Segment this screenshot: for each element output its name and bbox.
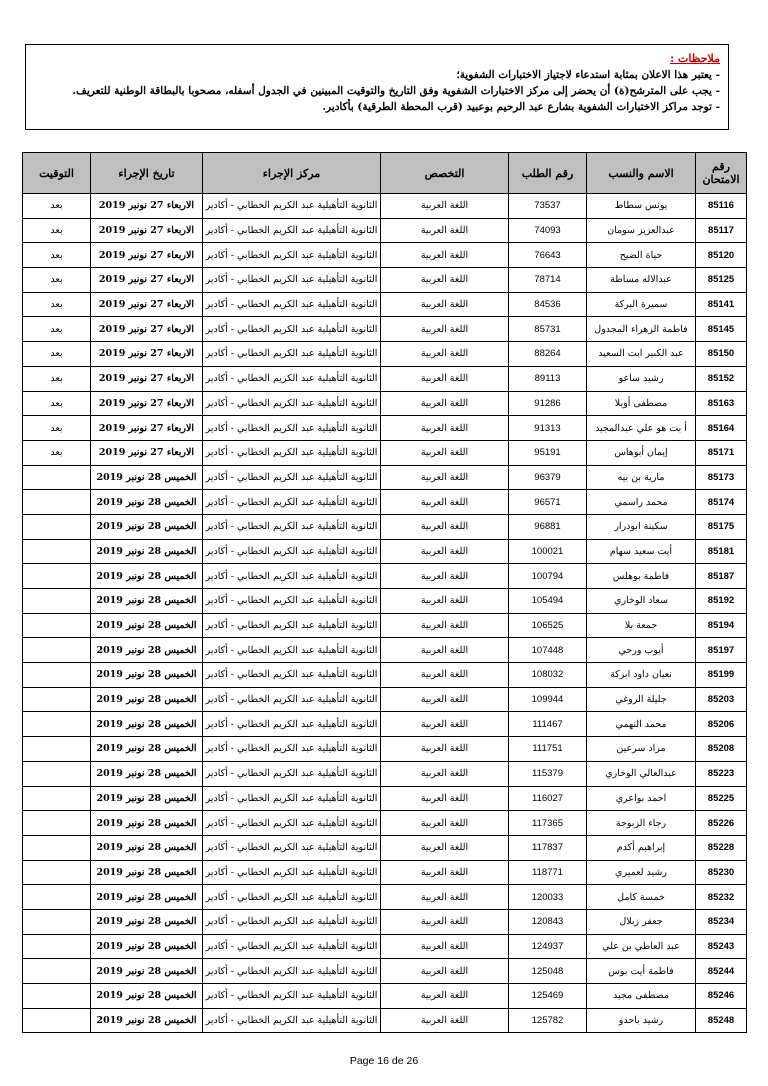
time-cell: بعد bbox=[23, 218, 91, 243]
header-center: مركز الإجراء bbox=[203, 153, 381, 194]
time-cell bbox=[23, 984, 91, 1009]
exam-number-cell: 85192 bbox=[696, 589, 747, 614]
table-row bbox=[23, 1008, 747, 1033]
application-number-cell: 125469 bbox=[509, 984, 587, 1009]
table-row bbox=[23, 638, 747, 663]
application-number-cell: 109944 bbox=[509, 687, 587, 712]
center-cell: الثانوية التأهيلية عبد الكريم الخطابي - أكادير bbox=[203, 391, 381, 416]
date-cell: الاربعاء 27 نونبر 2019 bbox=[91, 243, 203, 268]
specialty-cell: اللغة العربية bbox=[381, 761, 509, 786]
date-cell: الخميس 28 نونبر 2019 bbox=[91, 835, 203, 860]
date-cell: الخميس 28 نونبر 2019 bbox=[91, 885, 203, 910]
date-cell: الاربعاء 27 نونبر 2019 bbox=[91, 194, 203, 219]
date-cell: الاربعاء 27 نونبر 2019 bbox=[91, 317, 203, 342]
specialty-cell: اللغة العربية bbox=[381, 342, 509, 367]
table-row bbox=[23, 811, 747, 836]
table-row bbox=[23, 663, 747, 688]
application-number-cell: 84536 bbox=[509, 292, 587, 317]
table-row bbox=[23, 366, 747, 391]
time-cell bbox=[23, 687, 91, 712]
exam-number-cell: 85203 bbox=[696, 687, 747, 712]
exam-number-cell: 85228 bbox=[696, 835, 747, 860]
time-cell: بعد bbox=[23, 194, 91, 219]
name-cell: سميرة البركة bbox=[587, 292, 696, 317]
table-row bbox=[23, 465, 747, 490]
table-row bbox=[23, 761, 747, 786]
date-cell: الاربعاء 27 نونبر 2019 bbox=[91, 342, 203, 367]
name-cell: عبد الكبير ابت السعيد bbox=[587, 342, 696, 367]
application-number-cell: 96881 bbox=[509, 514, 587, 539]
time-cell bbox=[23, 909, 91, 934]
specialty-cell: اللغة العربية bbox=[381, 416, 509, 441]
time-cell: بعد bbox=[23, 416, 91, 441]
name-cell: فاطمة الزهراء المجدول bbox=[587, 317, 696, 342]
exam-number-cell: 85194 bbox=[696, 613, 747, 638]
time-cell: بعد bbox=[23, 243, 91, 268]
center-cell: الثانوية التأهيلية عبد الكريم الخطابي - أكادير bbox=[203, 934, 381, 959]
application-number-cell: 88264 bbox=[509, 342, 587, 367]
name-cell: فاطمة بوهلس bbox=[587, 564, 696, 589]
application-number-cell: 89113 bbox=[509, 366, 587, 391]
time-cell bbox=[23, 663, 91, 688]
exam-number-cell: 85243 bbox=[696, 934, 747, 959]
table-row bbox=[23, 687, 747, 712]
name-cell: عبدالاله مساطة bbox=[587, 268, 696, 293]
name-cell: رجاء الزبوجة bbox=[587, 811, 696, 836]
table-row bbox=[23, 243, 747, 268]
table-header-row bbox=[23, 153, 747, 194]
header-time: التوقيت bbox=[23, 153, 91, 194]
name-cell: أيوب ورحي bbox=[587, 638, 696, 663]
exam-number-cell: 85175 bbox=[696, 514, 747, 539]
date-cell: الخميس 28 نونبر 2019 bbox=[91, 786, 203, 811]
specialty-cell: اللغة العربية bbox=[381, 490, 509, 515]
center-cell: الثانوية التأهيلية عبد الكريم الخطابي - أكادير bbox=[203, 737, 381, 762]
exam-number-cell: 85223 bbox=[696, 761, 747, 786]
header-date: تاريخ الإجراء bbox=[91, 153, 203, 194]
application-number-cell: 100794 bbox=[509, 564, 587, 589]
date-cell: الخميس 28 نونبر 2019 bbox=[91, 687, 203, 712]
application-number-cell: 117837 bbox=[509, 835, 587, 860]
specialty-cell: اللغة العربية bbox=[381, 860, 509, 885]
application-number-cell: 106525 bbox=[509, 613, 587, 638]
exam-number-cell: 85234 bbox=[696, 909, 747, 934]
center-cell: الثانوية التأهيلية عبد الكريم الخطابي - أكادير bbox=[203, 194, 381, 219]
date-cell: الاربعاء 27 نونبر 2019 bbox=[91, 391, 203, 416]
specialty-cell: اللغة العربية bbox=[381, 811, 509, 836]
specialty-cell: اللغة العربية bbox=[381, 292, 509, 317]
specialty-cell: اللغة العربية bbox=[381, 243, 509, 268]
name-cell: إيمان أبوهاس bbox=[587, 440, 696, 465]
application-number-cell: 76643 bbox=[509, 243, 587, 268]
specialty-cell: اللغة العربية bbox=[381, 366, 509, 391]
specialty-cell: اللغة العربية bbox=[381, 589, 509, 614]
application-number-cell: 85731 bbox=[509, 317, 587, 342]
name-cell: رشيد باحدو bbox=[587, 1008, 696, 1033]
table-body bbox=[23, 194, 747, 1033]
date-cell: الخميس 28 نونبر 2019 bbox=[91, 564, 203, 589]
application-number-cell: 115379 bbox=[509, 761, 587, 786]
center-cell: الثانوية التأهيلية عبد الكريم الخطابي - أكادير bbox=[203, 613, 381, 638]
center-cell: الثانوية التأهيلية عبد الكريم الخطابي - أكادير bbox=[203, 984, 381, 1009]
application-number-cell: 100021 bbox=[509, 539, 587, 564]
specialty-cell: اللغة العربية bbox=[381, 835, 509, 860]
exam-number-cell: 85226 bbox=[696, 811, 747, 836]
table-row bbox=[23, 835, 747, 860]
application-number-cell: 117365 bbox=[509, 811, 587, 836]
specialty-cell: اللغة العربية bbox=[381, 984, 509, 1009]
exam-number-cell: 85232 bbox=[696, 885, 747, 910]
exam-number-cell: 85164 bbox=[696, 416, 747, 441]
specialty-cell: اللغة العربية bbox=[381, 638, 509, 663]
table-row bbox=[23, 218, 747, 243]
center-cell: الثانوية التأهيلية عبد الكريم الخطابي - أكادير bbox=[203, 465, 381, 490]
table-row bbox=[23, 909, 747, 934]
center-cell: الثانوية التأهيلية عبد الكريم الخطابي - أكادير bbox=[203, 440, 381, 465]
application-number-cell: 105494 bbox=[509, 589, 587, 614]
name-cell: محمد راسمي bbox=[587, 490, 696, 515]
name-cell: مارية بن بيه bbox=[587, 465, 696, 490]
specialty-cell: اللغة العربية bbox=[381, 934, 509, 959]
time-cell bbox=[23, 761, 91, 786]
table-row bbox=[23, 737, 747, 762]
date-cell: الخميس 28 نونبر 2019 bbox=[91, 712, 203, 737]
application-number-cell: 116027 bbox=[509, 786, 587, 811]
date-cell: الخميس 28 نونبر 2019 bbox=[91, 589, 203, 614]
exam-number-cell: 85225 bbox=[696, 786, 747, 811]
time-cell bbox=[23, 514, 91, 539]
specialty-cell: اللغة العربية bbox=[381, 539, 509, 564]
name-cell: حياة الضيح bbox=[587, 243, 696, 268]
results-table bbox=[22, 152, 747, 1033]
exam-number-cell: 85150 bbox=[696, 342, 747, 367]
date-cell: الاربعاء 27 نونبر 2019 bbox=[91, 366, 203, 391]
table-row bbox=[23, 539, 747, 564]
date-cell: الخميس 28 نونبر 2019 bbox=[91, 465, 203, 490]
table-row bbox=[23, 194, 747, 219]
center-cell: الثانوية التأهيلية عبد الكريم الخطابي - أكادير bbox=[203, 218, 381, 243]
time-cell bbox=[23, 737, 91, 762]
date-cell: الخميس 28 نونبر 2019 bbox=[91, 860, 203, 885]
date-cell: الاربعاء 27 نونبر 2019 bbox=[91, 440, 203, 465]
exam-number-cell: 85141 bbox=[696, 292, 747, 317]
center-cell: الثانوية التأهيلية عبد الكريم الخطابي - أكادير bbox=[203, 243, 381, 268]
specialty-cell: اللغة العربية bbox=[381, 391, 509, 416]
date-cell: الخميس 28 نونبر 2019 bbox=[91, 613, 203, 638]
center-cell: الثانوية التأهيلية عبد الكريم الخطابي - أكادير bbox=[203, 811, 381, 836]
center-cell: الثانوية التأهيلية عبد الكريم الخطابي - أكادير bbox=[203, 835, 381, 860]
specialty-cell: اللغة العربية bbox=[381, 194, 509, 219]
note-line: - يجب على المترشح(ة) أن يحضر إلى مركز الاختبارات الشفوية وفق التاريخ والتوقيت المبينين في الجدول أسفله، مصحوبا بالبطاقة الوطنية للتعريف. bbox=[72, 85, 720, 97]
specialty-cell: اللغة العربية bbox=[381, 737, 509, 762]
exam-number-cell: 85244 bbox=[696, 959, 747, 984]
application-number-cell: 95191 bbox=[509, 440, 587, 465]
application-number-cell: 111751 bbox=[509, 737, 587, 762]
name-cell: عبدالعزيز سومان bbox=[587, 218, 696, 243]
table-row bbox=[23, 959, 747, 984]
note-line: - توجد مراكز الاختبارات الشفوية بشارع عبد الرحيم بوعبيد (قرب المحطة الطرقية) بأكادير. bbox=[322, 101, 720, 113]
time-cell: بعد bbox=[23, 342, 91, 367]
specialty-cell: اللغة العربية bbox=[381, 885, 509, 910]
table-row bbox=[23, 564, 747, 589]
time-cell bbox=[23, 885, 91, 910]
name-cell: نعيان داود ابركة bbox=[587, 663, 696, 688]
table-row bbox=[23, 292, 747, 317]
time-cell bbox=[23, 490, 91, 515]
time-cell: بعد bbox=[23, 268, 91, 293]
specialty-cell: اللغة العربية bbox=[381, 317, 509, 342]
specialty-cell: اللغة العربية bbox=[381, 663, 509, 688]
name-cell: مصطفى أوبلا bbox=[587, 391, 696, 416]
date-cell: الخميس 28 نونبر 2019 bbox=[91, 984, 203, 1009]
date-cell: الخميس 28 نونبر 2019 bbox=[91, 811, 203, 836]
exam-number-cell: 85174 bbox=[696, 490, 747, 515]
specialty-cell: اللغة العربية bbox=[381, 959, 509, 984]
center-cell: الثانوية التأهيلية عبد الكريم الخطابي - أكادير bbox=[203, 885, 381, 910]
time-cell bbox=[23, 638, 91, 663]
exam-number-cell: 85206 bbox=[696, 712, 747, 737]
time-cell bbox=[23, 465, 91, 490]
application-number-cell: 96571 bbox=[509, 490, 587, 515]
exam-number-cell: 85125 bbox=[696, 268, 747, 293]
center-cell: الثانوية التأهيلية عبد الكريم الخطابي - أكادير bbox=[203, 268, 381, 293]
center-cell: الثانوية التأهيلية عبد الكريم الخطابي - أكادير bbox=[203, 564, 381, 589]
specialty-cell: اللغة العربية bbox=[381, 514, 509, 539]
table-row bbox=[23, 317, 747, 342]
center-cell: الثانوية التأهيلية عبد الكريم الخطابي - أكادير bbox=[203, 1008, 381, 1033]
page-number: Page 16 de 26 bbox=[349, 1055, 419, 1067]
exam-number-cell: 85248 bbox=[696, 1008, 747, 1033]
name-cell: سكينة ابودرار bbox=[587, 514, 696, 539]
date-cell: الخميس 28 نونبر 2019 bbox=[91, 1008, 203, 1033]
name-cell: جمعة بلا bbox=[587, 613, 696, 638]
exam-number-cell: 85120 bbox=[696, 243, 747, 268]
application-number-cell: 120033 bbox=[509, 885, 587, 910]
application-number-cell: 91313 bbox=[509, 416, 587, 441]
table-row bbox=[23, 613, 747, 638]
table-row bbox=[23, 984, 747, 1009]
application-number-cell: 120843 bbox=[509, 909, 587, 934]
specialty-cell: اللغة العربية bbox=[381, 786, 509, 811]
time-cell: بعد bbox=[23, 317, 91, 342]
time-cell bbox=[23, 786, 91, 811]
table-row bbox=[23, 934, 747, 959]
center-cell: الثانوية التأهيلية عبد الكريم الخطابي - أكادير bbox=[203, 663, 381, 688]
table-row bbox=[23, 786, 747, 811]
name-cell: أ بت هو علي عبدالمجيد bbox=[587, 416, 696, 441]
center-cell: الثانوية التأهيلية عبد الكريم الخطابي - أكادير bbox=[203, 416, 381, 441]
exam-number-cell: 85187 bbox=[696, 564, 747, 589]
application-number-cell: 107448 bbox=[509, 638, 587, 663]
exam-number-cell: 85173 bbox=[696, 465, 747, 490]
center-cell: الثانوية التأهيلية عبد الكريم الخطابي - أكادير bbox=[203, 860, 381, 885]
name-cell: مراد سرعين bbox=[587, 737, 696, 762]
time-cell bbox=[23, 613, 91, 638]
center-cell: الثانوية التأهيلية عبد الكريم الخطابي - أكادير bbox=[203, 909, 381, 934]
center-cell: الثانوية التأهيلية عبد الكريم الخطابي - أكادير bbox=[203, 638, 381, 663]
name-cell: جعفر زبلال bbox=[587, 909, 696, 934]
date-cell: الخميس 28 نونبر 2019 bbox=[91, 514, 203, 539]
application-number-cell: 125048 bbox=[509, 959, 587, 984]
time-cell bbox=[23, 959, 91, 984]
date-cell: الخميس 28 نونبر 2019 bbox=[91, 934, 203, 959]
specialty-cell: اللغة العربية bbox=[381, 712, 509, 737]
center-cell: الثانوية التأهيلية عبد الكريم الخطابي - أكادير bbox=[203, 292, 381, 317]
time-cell: بعد bbox=[23, 440, 91, 465]
center-cell: الثانوية التأهيلية عبد الكريم الخطابي - أكادير bbox=[203, 761, 381, 786]
time-cell bbox=[23, 934, 91, 959]
header-application-number: رقم الطلب bbox=[509, 153, 587, 194]
name-cell: جليلة الروغي bbox=[587, 687, 696, 712]
exam-number-cell: 85230 bbox=[696, 860, 747, 885]
exam-number-cell: 85181 bbox=[696, 539, 747, 564]
exam-number-cell: 85145 bbox=[696, 317, 747, 342]
center-cell: الثانوية التأهيلية عبد الكريم الخطابي - أكادير bbox=[203, 959, 381, 984]
center-cell: الثانوية التأهيلية عبد الكريم الخطابي - أكادير bbox=[203, 366, 381, 391]
application-number-cell: 125782 bbox=[509, 1008, 587, 1033]
center-cell: الثانوية التأهيلية عبد الكريم الخطابي - أكادير bbox=[203, 589, 381, 614]
notes-box bbox=[25, 44, 729, 130]
date-cell: الاربعاء 27 نونبر 2019 bbox=[91, 292, 203, 317]
center-cell: الثانوية التأهيلية عبد الكريم الخطابي - أكادير bbox=[203, 490, 381, 515]
notes-title: ملاحظات : bbox=[670, 52, 720, 65]
name-cell: احمد بواعري bbox=[587, 786, 696, 811]
center-cell: الثانوية التأهيلية عبد الكريم الخطابي - أكادير bbox=[203, 514, 381, 539]
table-row bbox=[23, 589, 747, 614]
application-number-cell: 111467 bbox=[509, 712, 587, 737]
table-row bbox=[23, 416, 747, 441]
application-number-cell: 78714 bbox=[509, 268, 587, 293]
center-cell: الثانوية التأهيلية عبد الكريم الخطابي - أكادير bbox=[203, 342, 381, 367]
date-cell: الاربعاء 27 نونبر 2019 bbox=[91, 268, 203, 293]
table-row bbox=[23, 860, 747, 885]
application-number-cell: 91286 bbox=[509, 391, 587, 416]
name-cell: محمد النهمي bbox=[587, 712, 696, 737]
specialty-cell: اللغة العربية bbox=[381, 465, 509, 490]
specialty-cell: اللغة العربية bbox=[381, 613, 509, 638]
time-cell: بعد bbox=[23, 366, 91, 391]
exam-number-cell: 85197 bbox=[696, 638, 747, 663]
table-row bbox=[23, 514, 747, 539]
name-cell: إبراهيم أكدم bbox=[587, 835, 696, 860]
specialty-cell: اللغة العربية bbox=[381, 909, 509, 934]
time-cell bbox=[23, 1008, 91, 1033]
name-cell: أيت سعيد سهام bbox=[587, 539, 696, 564]
application-number-cell: 74093 bbox=[509, 218, 587, 243]
time-cell bbox=[23, 564, 91, 589]
exam-number-cell: 85117 bbox=[696, 218, 747, 243]
date-cell: الخميس 28 نونبر 2019 bbox=[91, 539, 203, 564]
application-number-cell: 124937 bbox=[509, 934, 587, 959]
exam-number-cell: 85246 bbox=[696, 984, 747, 1009]
application-number-cell: 108032 bbox=[509, 663, 587, 688]
table-row bbox=[23, 268, 747, 293]
specialty-cell: اللغة العربية bbox=[381, 564, 509, 589]
center-cell: الثانوية التأهيلية عبد الكريم الخطابي - أكادير bbox=[203, 712, 381, 737]
date-cell: الخميس 28 نونبر 2019 bbox=[91, 737, 203, 762]
exam-number-cell: 85152 bbox=[696, 366, 747, 391]
name-cell: سعاد الوخاري bbox=[587, 589, 696, 614]
exam-number-cell: 85116 bbox=[696, 194, 747, 219]
table-row bbox=[23, 885, 747, 910]
date-cell: الاربعاء 27 نونبر 2019 bbox=[91, 416, 203, 441]
time-cell bbox=[23, 539, 91, 564]
name-cell: فاطمة أيت بوس bbox=[587, 959, 696, 984]
application-number-cell: 96379 bbox=[509, 465, 587, 490]
table-row bbox=[23, 712, 747, 737]
name-cell: رشيد ساعو bbox=[587, 366, 696, 391]
table-row bbox=[23, 342, 747, 367]
exam-number-cell: 85163 bbox=[696, 391, 747, 416]
exam-number-cell: 85208 bbox=[696, 737, 747, 762]
application-number-cell: 118771 bbox=[509, 860, 587, 885]
table-row bbox=[23, 391, 747, 416]
center-cell: الثانوية التأهيلية عبد الكريم الخطابي - أكادير bbox=[203, 687, 381, 712]
center-cell: الثانوية التأهيلية عبد الكريم الخطابي - أكادير bbox=[203, 786, 381, 811]
exam-number-cell: 85171 bbox=[696, 440, 747, 465]
name-cell: رشيد لعميري bbox=[587, 860, 696, 885]
specialty-cell: اللغة العربية bbox=[381, 268, 509, 293]
date-cell: الخميس 28 نونبر 2019 bbox=[91, 490, 203, 515]
table-row bbox=[23, 490, 747, 515]
name-cell: يونس سطاط bbox=[587, 194, 696, 219]
specialty-cell: اللغة العربية bbox=[381, 440, 509, 465]
date-cell: الخميس 28 نونبر 2019 bbox=[91, 663, 203, 688]
center-cell: الثانوية التأهيلية عبد الكريم الخطابي - أكادير bbox=[203, 317, 381, 342]
header-exam-number: رقم الامتحان bbox=[696, 153, 747, 194]
time-cell: بعد bbox=[23, 391, 91, 416]
name-cell: عبدالعالي الوخاري bbox=[587, 761, 696, 786]
time-cell bbox=[23, 860, 91, 885]
name-cell: خمسة كامل bbox=[587, 885, 696, 910]
specialty-cell: اللغة العربية bbox=[381, 687, 509, 712]
time-cell bbox=[23, 835, 91, 860]
exam-number-cell: 85199 bbox=[696, 663, 747, 688]
time-cell: بعد bbox=[23, 292, 91, 317]
name-cell: مصطفى مجيد bbox=[587, 984, 696, 1009]
header-name: الاسم والنسب bbox=[587, 153, 696, 194]
table-row bbox=[23, 440, 747, 465]
date-cell: الخميس 28 نونبر 2019 bbox=[91, 909, 203, 934]
time-cell bbox=[23, 811, 91, 836]
application-number-cell: 73537 bbox=[509, 194, 587, 219]
date-cell: الخميس 28 نونبر 2019 bbox=[91, 761, 203, 786]
specialty-cell: اللغة العربية bbox=[381, 1008, 509, 1033]
date-cell: الاربعاء 27 نونبر 2019 bbox=[91, 218, 203, 243]
name-cell: عبد العاطي بن علي bbox=[587, 934, 696, 959]
center-cell: الثانوية التأهيلية عبد الكريم الخطابي - أكادير bbox=[203, 539, 381, 564]
header-specialty: التخصص bbox=[381, 153, 509, 194]
time-cell bbox=[23, 589, 91, 614]
time-cell bbox=[23, 712, 91, 737]
date-cell: الخميس 28 نونبر 2019 bbox=[91, 638, 203, 663]
note-line: - يعتبر هذا الاعلان بمثابة استدعاء لاجتياز الاختبارات الشفوية؛ bbox=[456, 69, 720, 81]
specialty-cell: اللغة العربية bbox=[381, 218, 509, 243]
date-cell: الخميس 28 نونبر 2019 bbox=[91, 959, 203, 984]
